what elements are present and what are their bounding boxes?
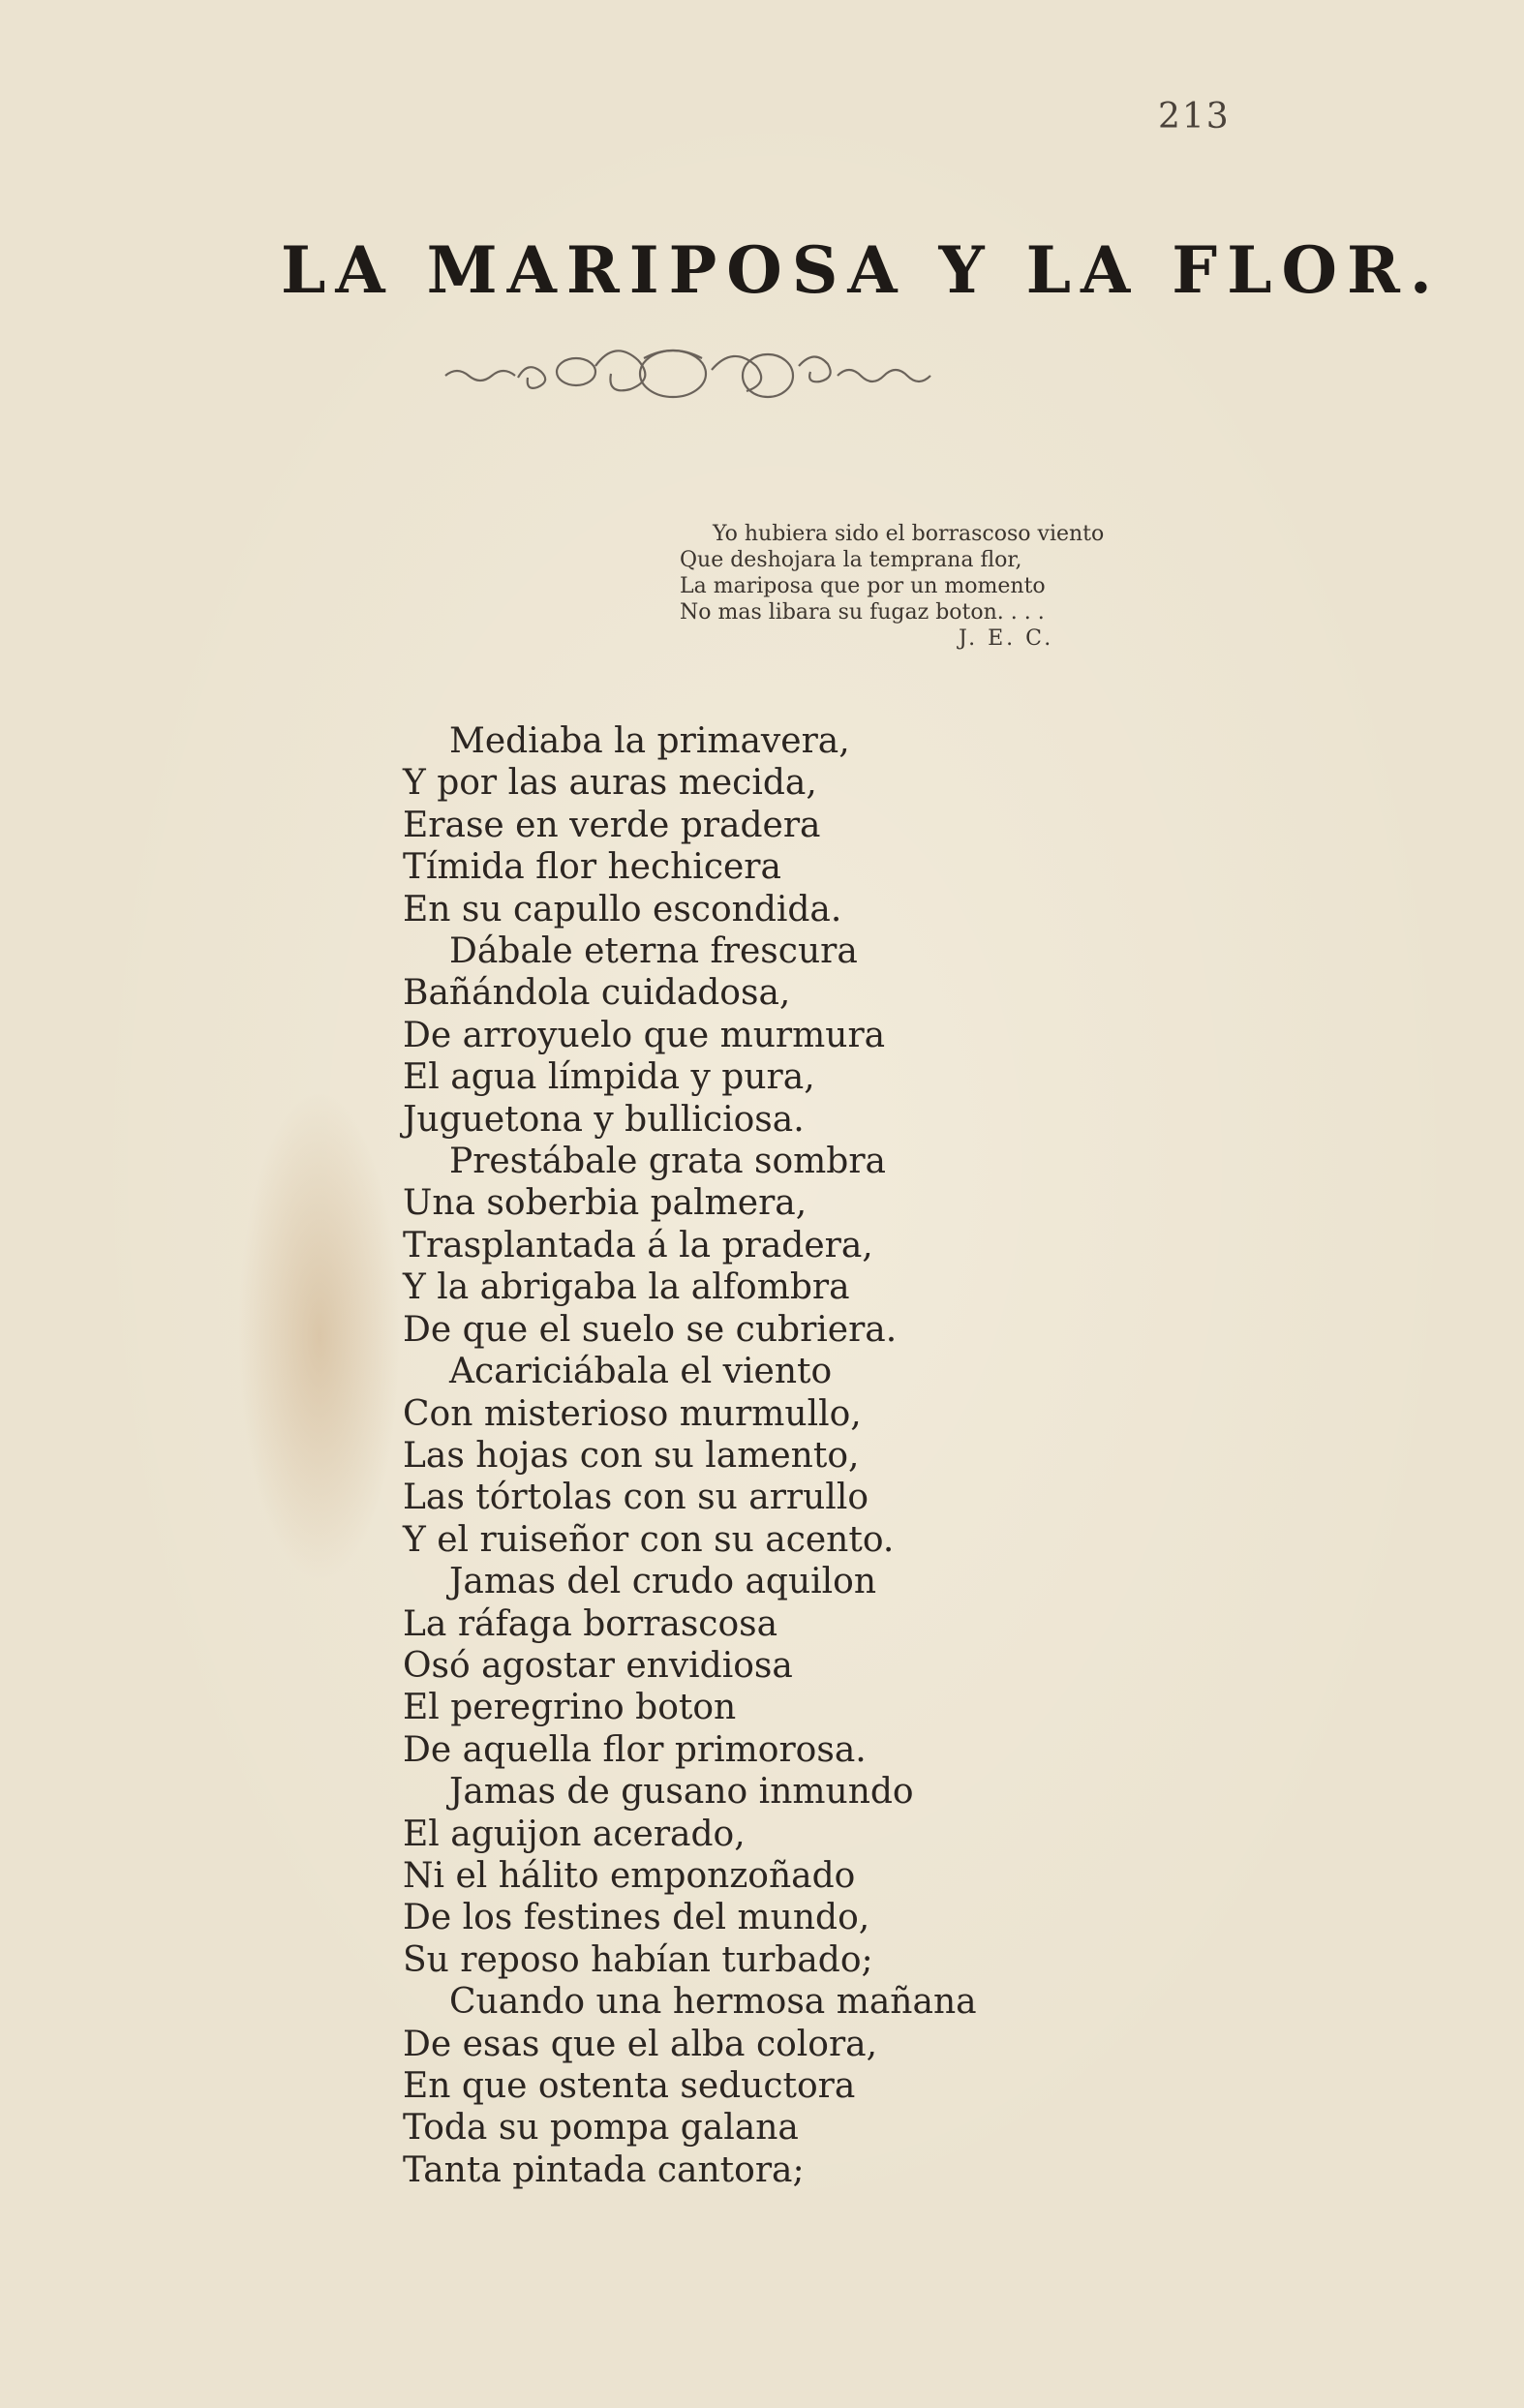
poem-line: El peregrino boton xyxy=(403,1688,737,1728)
poem-body xyxy=(403,720,1158,2191)
page-number: 213 xyxy=(1158,97,1231,137)
poem-line: Y la abrigaba la alfombra xyxy=(403,1267,850,1308)
poem-line: Cuando una hermosa mañana xyxy=(449,1982,977,2023)
epigraph-line: La mariposa que por un momento xyxy=(680,574,1046,598)
poem-line: De los festines del mundo, xyxy=(403,1898,870,1938)
poem-line: Bañándola cuidadosa, xyxy=(403,973,791,1014)
poem-line: Tímida flor hechicera xyxy=(403,847,781,888)
poem-line: Jamas de gusano inmundo xyxy=(449,1772,914,1813)
poem-line: Toda su pompa galana xyxy=(403,2108,799,2149)
poem-line: Osó agostar envidiosa xyxy=(403,1645,793,1686)
poem-line: Trasplantada á la pradera, xyxy=(403,1225,873,1265)
poem-line: Su reposo habían turbado; xyxy=(403,1939,873,1980)
poem-line: Con misterioso murmullo, xyxy=(403,1393,862,1434)
poem-line: Las tórtolas con su arrullo xyxy=(403,1478,869,1518)
ornament-divider xyxy=(441,337,963,407)
poem-line: Las hojas con su lamento, xyxy=(403,1435,860,1476)
poem-line: Y por las auras mecida, xyxy=(403,763,817,804)
epigraph-line: Que deshojara la temprana flor, xyxy=(680,548,1022,572)
poem-line: El aguijon acerado, xyxy=(403,1814,746,1854)
poem-line: El agua límpida y pura, xyxy=(403,1057,815,1098)
poem-line: De aquella flor primorosa. xyxy=(403,1729,867,1770)
poem-line: En su capullo escondida. xyxy=(403,889,842,930)
poem-line: Erase en verde pradera xyxy=(403,805,821,845)
poem-line: En que ostenta seductora xyxy=(403,2066,856,2106)
epigraph-signature: J. E. C. xyxy=(959,626,1054,651)
epigraph xyxy=(678,521,1220,652)
poem-line: De esas que el alba colora, xyxy=(403,2024,878,2064)
poem-line: De que el suelo se cubriera. xyxy=(403,1309,898,1350)
poem-line: Tanta pintada cantora; xyxy=(403,2149,805,2190)
poem-title: LA MARIPOSA Y LA FLOR. xyxy=(281,232,1442,308)
poem-line: De arroyuelo que murmura xyxy=(403,1015,886,1055)
poem-line: Y el ruiseñor con su acento. xyxy=(403,1519,895,1560)
poem-line: Juguetona y bulliciosa. xyxy=(403,1099,805,1140)
epigraph-line: Yo hubiera sido el borrascoso viento xyxy=(713,522,1105,546)
poem-line: Una soberbia palmera, xyxy=(403,1183,808,1224)
poem-line: La ráfaga borrascosa xyxy=(403,1603,778,1644)
poem-line: Ni el hálito emponzoñado xyxy=(403,1855,856,1896)
poem-line: Mediaba la primavera, xyxy=(449,721,850,761)
poem-line: Jamas del crudo aquilon xyxy=(449,1562,877,1602)
poem-line: Dábale eterna frescura xyxy=(449,931,858,972)
poem-line: Acariciábala el viento xyxy=(449,1352,833,1392)
epigraph-line: No mas libara su fugaz boton. . . . xyxy=(680,600,1045,625)
poem-line: Prestábale grata sombra xyxy=(449,1142,887,1182)
